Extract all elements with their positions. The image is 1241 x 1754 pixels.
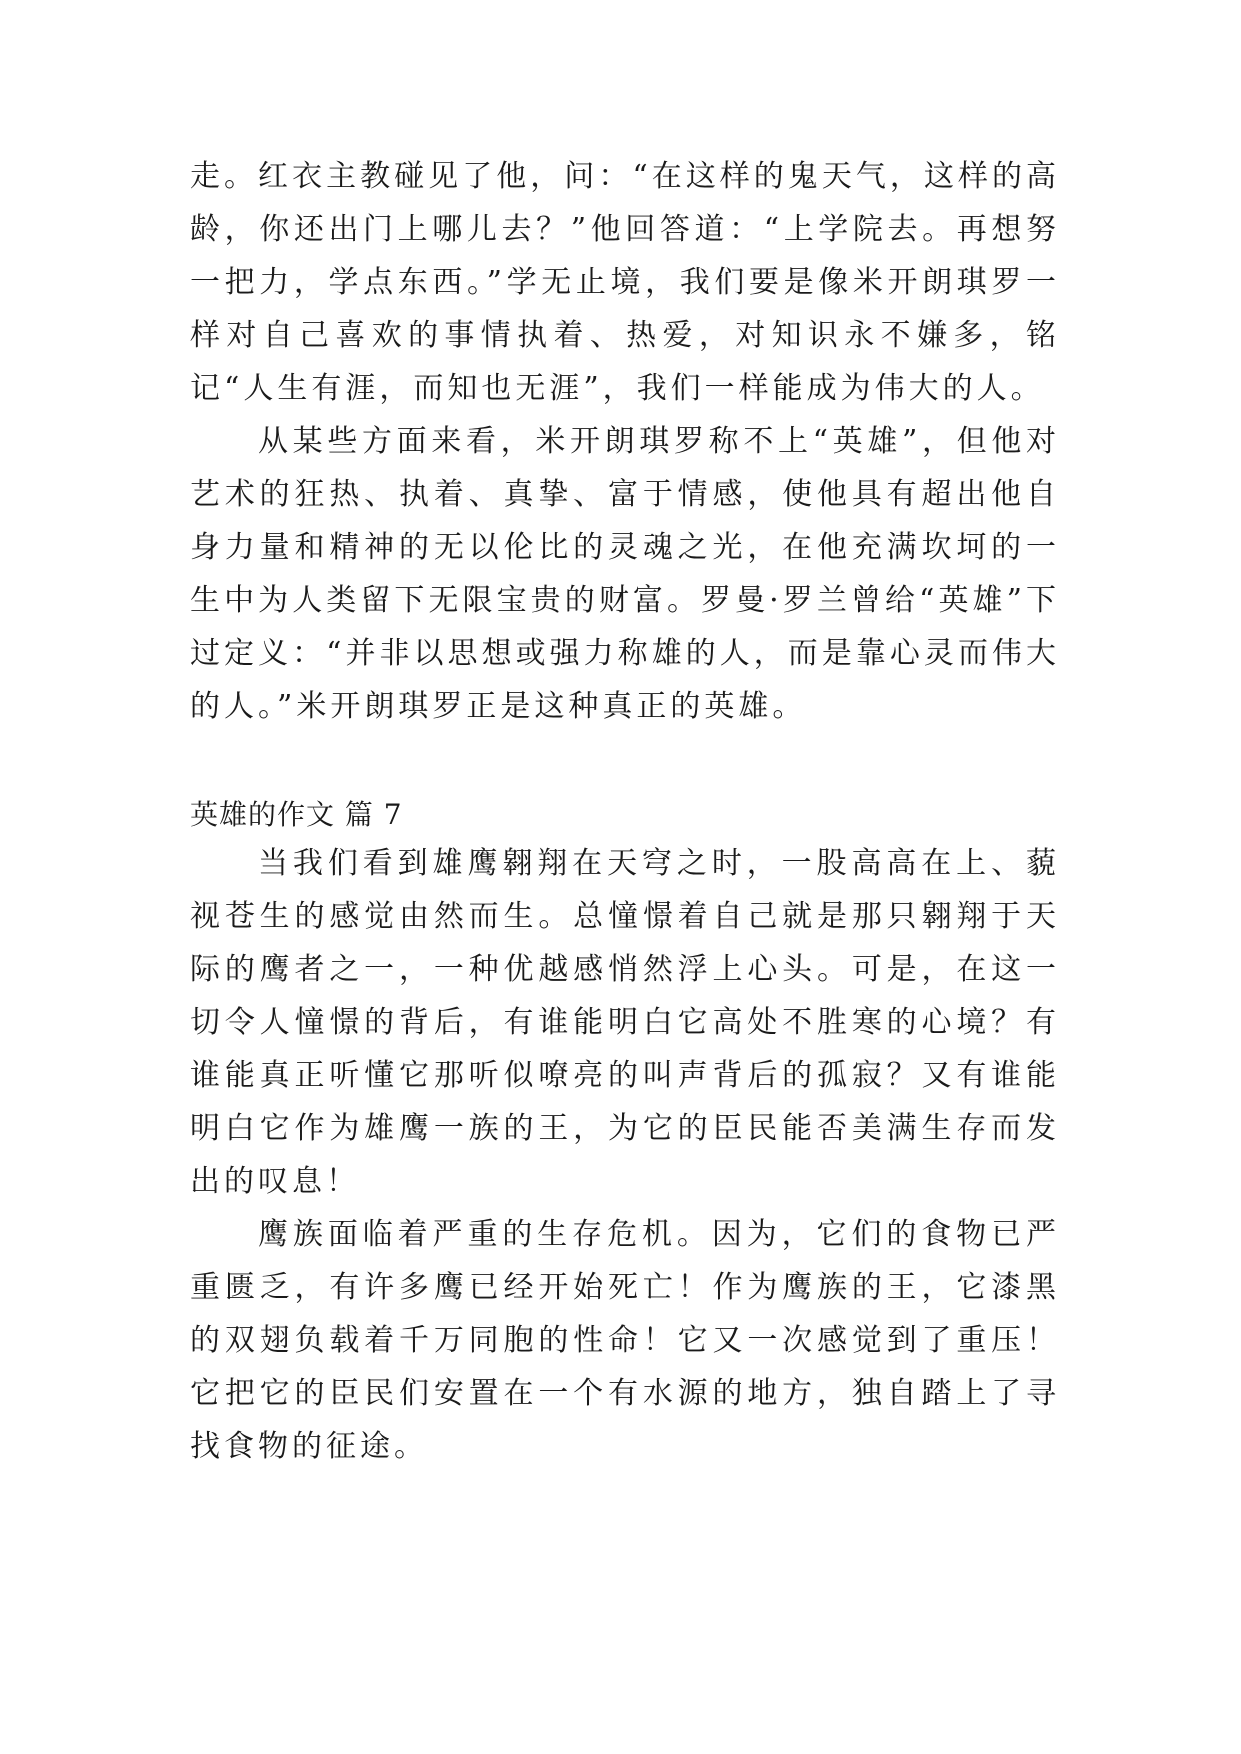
body-paragraph: 鹰族面临着严重的生存危机。因为，它们的食物已严重匮乏，有许多鹰已经开始死亡！作为鹰族的王，它漆黑的双翅负载着千万同胞的性命！它又一次感觉到了重压！它把它的臣民们安置在一个有水源的地方，独自踏上了寻找食物的征途。 xyxy=(190,1217,1060,1464)
body-paragraph: 走。红衣主教碰见了他，问：“在这样的鬼天气，这样的高龄，你还出门上哪儿去？”他回答道：“上学院去。再想努一把力，学点东西。”学无止境，我们要是像米开朗琪罗一样对自己喜欢的事情执着、热爱，对知识永不嫌多，铭记“人生有涯，而知也无涯”，我们一样能成为伟大的人。 xyxy=(190,159,1060,406)
section-title: 英雄的作文 篇 7 xyxy=(190,798,403,831)
document-page xyxy=(190,150,1060,1473)
body-paragraph: 当我们看到雄鹰翱翔在天穹之时，一股高高在上、藐视苍生的感觉由然而生。总憧憬着自己就是那只翱翔于天际的鹰者之一，一种优越感悄然浮上心头。可是，在这一切令人憧憬的背后，有谁能明白它高处不胜寒的心境？有谁能真正听懂它那听似嘹亮的叫声背后的孤寂？又有谁能明白它作为雄鹰一族的王，为它的臣民能否美满生存而发出的叹息！ xyxy=(190,846,1060,1199)
body-paragraph: 从某些方面来看，米开朗琪罗称不上“英雄”，但他对艺术的狂热、执着、真挚、富于情感，使他具有超出他自身力量和精神的无以伦比的灵魂之光，在他充满坎坷的一生中为人类留下无限宝贵的财富。罗曼·罗兰曾给“英雄”下过定义：“并非以思想或强力称雄的人，而是靠心灵而伟大的人。”米开朗琪罗正是这种真正的英雄。 xyxy=(190,424,1060,724)
